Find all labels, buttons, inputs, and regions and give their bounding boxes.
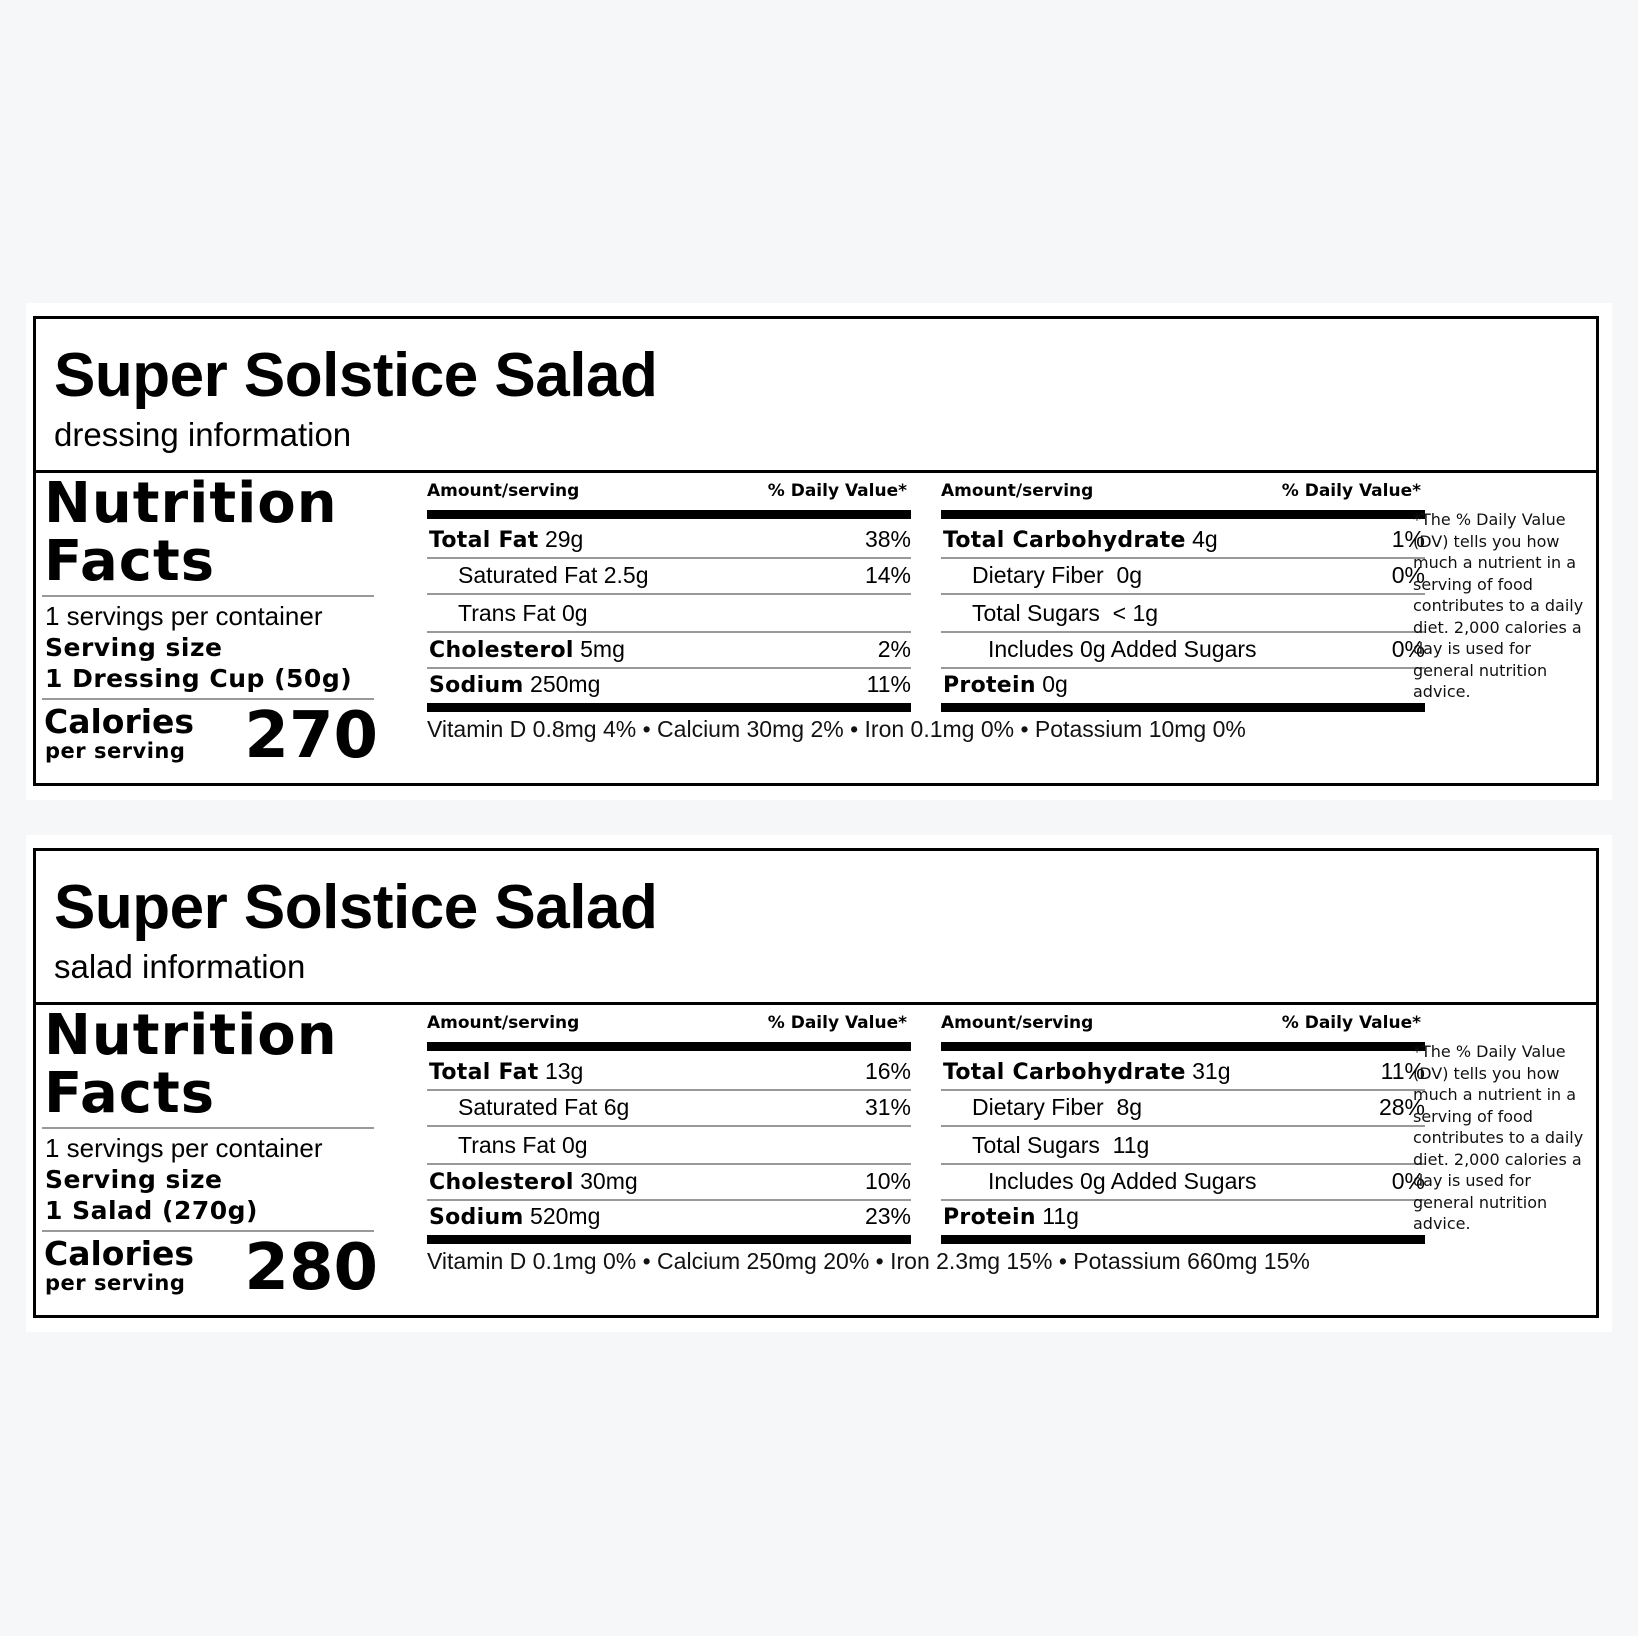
nutrient-table-carbs — [941, 473, 1425, 713]
nutrient-amount: 30mg — [580, 1168, 638, 1194]
nutrition-facts-heading: Nutrition Facts — [44, 471, 338, 594]
thick-rule — [941, 510, 1425, 519]
nutrient-amount: 2.5g — [603, 562, 649, 588]
nutrition-summary — [42, 471, 378, 786]
nutrient-name: Includes 0g Added Sugars — [988, 1168, 1257, 1194]
nutrient-daily-value: 0% — [1391, 636, 1425, 662]
nutrient-amount: 0g — [561, 600, 588, 626]
micronutrients-line: Vitamin D 0.8mg 4% • Calcium 30mg 2% • Iron 0.1mg 0% • Potassium 10mg 0% — [427, 716, 1246, 742]
nutrient-table-fats — [427, 1005, 911, 1245]
table-header — [941, 481, 1425, 505]
nutrient-daily-value: 2% — [877, 636, 911, 662]
nutrient-daily-value: 10% — [864, 1168, 911, 1194]
nutrient-amount: 0g — [1042, 671, 1068, 697]
table-header — [427, 1013, 911, 1037]
nutrient-name: Total Carbohydrate — [943, 1060, 1186, 1085]
servings-per-container: 1 servings per container — [45, 601, 323, 631]
nutrient-amount: 11g — [1112, 1132, 1150, 1158]
amount-per-serving-header: Amount/serving — [941, 1013, 1094, 1033]
nutrient-amount: 13g — [544, 1058, 584, 1084]
nutrient-daily-value: 11% — [866, 671, 911, 697]
nutrient-table-fats — [427, 473, 911, 713]
calories-value: 270 — [244, 699, 378, 773]
divider — [42, 595, 374, 597]
nutrient-amount: < 1g — [1112, 600, 1159, 626]
product-title: Super Solstice Salad — [54, 341, 658, 410]
nutrition-label — [33, 848, 1599, 1318]
servings-per-container: 1 servings per container — [45, 1133, 323, 1163]
daily-value-footnote: *The % Daily Value (DV) tells you how much a nutrient in a serving of food contributes to a daily diet. 2,000 calories a day is used for general nutrition advice. — [1413, 1042, 1584, 1233]
nutrient-row-added-sugars — [941, 631, 1425, 669]
nutrient-amount: 11g — [1042, 1203, 1079, 1229]
nutrient-row-trans-fat — [427, 1127, 911, 1165]
micronutrients-line: Vitamin D 0.1mg 0% • Calcium 250mg 20% • Iron 2.3mg 15% • Potassium 660mg 15% — [427, 1248, 1310, 1274]
nutrient-name: Includes 0g Added Sugars — [988, 636, 1257, 662]
nutrient-row-sodium — [427, 666, 911, 702]
product-subtitle: salad information — [54, 948, 306, 985]
nutrient-name: Sodium — [429, 673, 524, 698]
nutrient-name: Sodium — [429, 1205, 524, 1230]
nutrition-card-dressing — [26, 303, 1612, 800]
daily-value-footnote: *The % Daily Value (DV) tells you how much a nutrient in a serving of food contributes to a daily diet. 2,000 calories a day is used for general nutrition advice. — [1413, 510, 1584, 701]
nutrient-name: Total Sugars — [972, 1132, 1100, 1158]
nutrient-amount: 29g — [544, 526, 584, 552]
product-subtitle: dressing information — [54, 416, 352, 453]
nutrient-row-protein — [941, 1198, 1425, 1234]
nutrient-daily-value: 0% — [1391, 1168, 1425, 1194]
daily-value-header: % Daily Value* — [1281, 1013, 1421, 1033]
nutrient-table-carbs — [941, 1005, 1425, 1245]
nutrition-card-salad — [26, 835, 1612, 1332]
nutrient-daily-value: 11% — [1380, 1058, 1425, 1084]
nutrient-row-saturated-fat — [427, 1089, 911, 1127]
nutrient-row-dietary-fiber — [941, 557, 1425, 595]
calories-label: Calories — [44, 702, 195, 741]
table-header — [941, 1013, 1425, 1037]
amount-per-serving-header: Amount/serving — [941, 481, 1094, 501]
nutrient-row-dietary-fiber — [941, 1089, 1425, 1127]
thick-rule — [941, 1042, 1425, 1051]
nutrient-name: Protein — [943, 673, 1036, 698]
nutrient-row-total-carbohydrate — [941, 1053, 1425, 1091]
calories-label: Calories — [44, 1234, 195, 1273]
nutrient-amount: 6g — [603, 1094, 630, 1120]
serving-size-value: 1 Salad (270g) — [45, 1196, 258, 1225]
nutrition-facts-heading: Nutrition Facts — [44, 1003, 338, 1126]
calories-per-serving-label: per serving — [45, 1271, 186, 1295]
nutrient-amount: 4g — [1192, 526, 1218, 552]
nutrient-daily-value: 31% — [864, 1094, 911, 1120]
nutrient-daily-value: 23% — [864, 1203, 911, 1229]
nutrient-amount: 0g — [1116, 562, 1143, 588]
nutrient-name: Total Fat — [429, 528, 539, 553]
table-header — [427, 481, 911, 505]
nutrient-amount: 0g — [561, 1132, 588, 1158]
thick-rule — [427, 510, 911, 519]
calories-per-serving-label: per serving — [45, 739, 186, 763]
nutrient-name: Dietary Fiber — [972, 1094, 1104, 1120]
serving-size-label: Serving size — [45, 633, 223, 662]
nutrient-amount: 250mg — [530, 671, 601, 697]
calories-value: 280 — [244, 1231, 378, 1305]
nutrient-name: Cholesterol — [429, 1170, 574, 1195]
nutrient-daily-value: 38% — [864, 526, 911, 552]
nutrient-row-sodium — [427, 1198, 911, 1234]
nutrient-amount: 31g — [1192, 1058, 1231, 1084]
daily-value-header: % Daily Value* — [1281, 481, 1421, 501]
daily-value-header: % Daily Value* — [767, 1013, 907, 1033]
nutrition-summary — [42, 1003, 378, 1318]
label-header — [36, 319, 1596, 473]
nutrient-row-total-sugars — [941, 595, 1425, 633]
nutrient-name: Dietary Fiber — [972, 562, 1104, 588]
nutrient-daily-value: 1% — [1391, 526, 1425, 552]
nutrition-label — [33, 316, 1599, 786]
nutrient-name: Saturated Fat — [458, 1094, 598, 1120]
nutrient-name: Total Sugars — [972, 600, 1100, 626]
daily-value-header: % Daily Value* — [767, 481, 907, 501]
nutrient-name: Cholesterol — [429, 638, 574, 663]
thick-rule — [427, 1042, 911, 1051]
nutrient-row-cholesterol — [427, 1163, 911, 1201]
label-header — [36, 851, 1596, 1005]
nutrient-row-total-sugars — [941, 1127, 1425, 1165]
nutrient-amount: 8g — [1116, 1094, 1143, 1120]
amount-per-serving-header: Amount/serving — [427, 481, 580, 501]
nutrient-row-cholesterol — [427, 631, 911, 669]
nutrient-amount: 520mg — [530, 1203, 601, 1229]
nutrient-amount: 5mg — [580, 636, 625, 662]
nutrient-name: Total Carbohydrate — [943, 528, 1186, 553]
nutrient-row-total-fat — [427, 1053, 911, 1091]
nutrient-daily-value: 16% — [864, 1058, 911, 1084]
nutrient-daily-value: 28% — [1378, 1094, 1425, 1120]
serving-size-value: 1 Dressing Cup (50g) — [45, 664, 353, 693]
product-title: Super Solstice Salad — [54, 873, 658, 942]
nutrient-row-added-sugars — [941, 1163, 1425, 1201]
nutrient-row-protein — [941, 666, 1425, 702]
nutrient-row-total-carbohydrate — [941, 521, 1425, 559]
nutrient-name: Trans Fat — [458, 1132, 556, 1158]
nutrient-name: Total Fat — [429, 1060, 539, 1085]
nutrient-daily-value: 0% — [1391, 562, 1425, 588]
nutrient-row-trans-fat — [427, 595, 911, 633]
nutrient-name: Trans Fat — [458, 600, 556, 626]
nutrient-row-saturated-fat — [427, 557, 911, 595]
nutrient-daily-value: 14% — [864, 562, 911, 588]
amount-per-serving-header: Amount/serving — [427, 1013, 580, 1033]
divider — [42, 1127, 374, 1129]
serving-size-label: Serving size — [45, 1165, 223, 1194]
nutrient-name: Saturated Fat — [458, 562, 598, 588]
nutrient-row-total-fat — [427, 521, 911, 559]
nutrient-name: Protein — [943, 1205, 1036, 1230]
